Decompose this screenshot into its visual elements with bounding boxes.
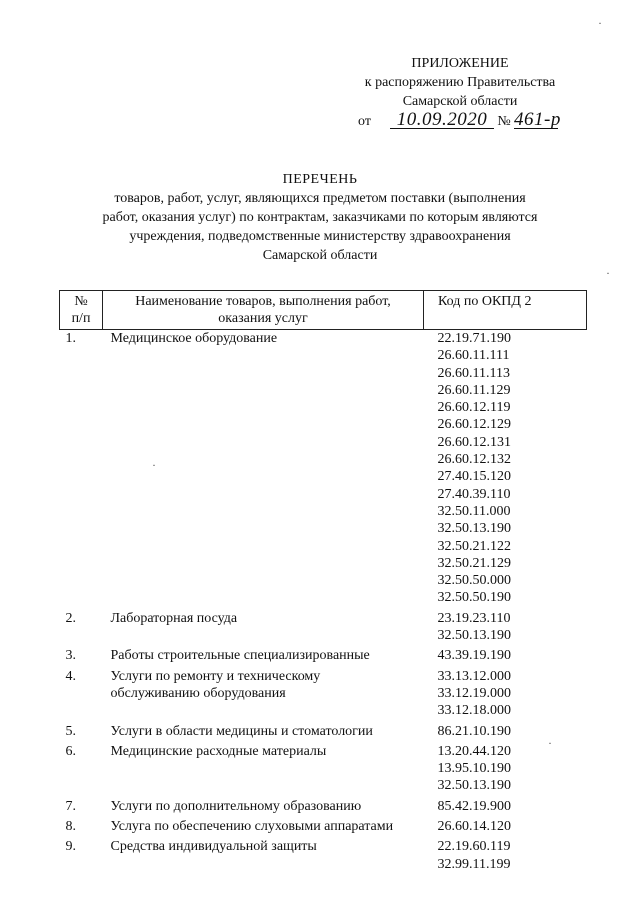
okpd-code: 32.50.50.190 (437, 590, 511, 606)
row-name (103, 815, 424, 835)
row-name-line: Медицинские расходные материалы (110, 743, 327, 759)
table-row (60, 665, 587, 720)
okpd-code: 32.99.11.199 (437, 856, 511, 872)
row-name (103, 795, 424, 815)
row-codes (424, 815, 587, 835)
row-number: 9. (65, 839, 76, 855)
appendix-line-2: Самарской области (402, 94, 518, 109)
row-name (103, 835, 424, 873)
okpd-code: 27.40.39.110 (437, 486, 511, 502)
table-row (60, 815, 587, 835)
okpd-code: 33.13.12.000 (437, 668, 511, 684)
list-subtitle-line-1: товаров, работ, услуг, являющихся предметом поставки (выполнения (114, 191, 526, 206)
scan-speck: · (598, 16, 602, 30)
row-name (103, 607, 424, 645)
column-header-name: Наименование товаров, выполнения работ, оказания услуг (103, 291, 424, 330)
table-header-row (60, 291, 587, 330)
table-row (60, 795, 587, 815)
row-name-line: обслуживанию оборудования (110, 685, 286, 701)
okpd-code: 32.50.21.122 (437, 538, 511, 554)
okpd-code: 33.12.19.000 (437, 685, 511, 701)
order-reference (358, 111, 598, 131)
list-heading (70, 170, 570, 265)
row-name (103, 665, 424, 720)
appendix-block (340, 54, 580, 130)
okpd-code: 32.50.13.190 (437, 628, 511, 644)
okpd-code: 26.60.11.129 (437, 382, 511, 398)
row-codes (424, 795, 587, 815)
list-title: ПЕРЕЧЕНЬ (282, 172, 358, 187)
okpd-code: 85.42.19.900 (437, 798, 511, 814)
goods-table (59, 290, 587, 873)
okpd-code: 26.60.11.111 (437, 348, 510, 364)
handwritten-number: 461-р (514, 109, 561, 130)
okpd-code: 32.50.13.190 (437, 778, 511, 794)
table-row (60, 607, 587, 645)
row-codes (424, 330, 587, 607)
okpd-code: 26.60.12.119 (437, 400, 511, 416)
okpd-code: 27.40.15.120 (437, 469, 511, 485)
row-name (103, 644, 424, 664)
okpd-code: 26.60.12.131 (437, 434, 511, 450)
okpd-code: 86.21.10.190 (437, 723, 511, 739)
row-number: 3. (65, 648, 76, 664)
row-name (103, 720, 424, 740)
okpd-code: 26.60.14.120 (437, 819, 511, 835)
row-number: 2. (65, 610, 76, 626)
column-header-code: Код по ОКПД 2 (424, 291, 587, 330)
okpd-code: 32.50.50.000 (437, 573, 511, 589)
row-codes (424, 644, 587, 664)
row-number: 4. (65, 668, 76, 684)
row-name-line: Работы строительные специализированные (110, 648, 370, 664)
row-number: 5. (65, 723, 76, 739)
table-row (60, 330, 587, 607)
okpd-code: 33.12.18.000 (437, 703, 511, 719)
list-subtitle-line-2: работ, оказания услуг) по контрактам, заказчиками по которым являются (102, 210, 538, 225)
okpd-code: 26.60.11.113 (437, 365, 510, 381)
okpd-code: 32.50.21.129 (437, 555, 511, 571)
column-header-number: № п/п (60, 291, 103, 330)
okpd-code: 32.50.13.190 (437, 521, 511, 537)
okpd-code: 26.60.12.129 (437, 417, 511, 433)
row-name-line: Услуги по ремонту и техническому (110, 668, 321, 684)
okpd-code: 43.39.19.190 (437, 648, 511, 664)
list-subtitle-line-3: учреждения, подведомственные министерству здравоохранения (129, 229, 511, 244)
row-number: 8. (65, 819, 76, 835)
appendix-title: ПРИЛОЖЕНИЕ (411, 56, 509, 71)
row-number: 6. (65, 743, 76, 759)
number-label: № (497, 114, 511, 129)
row-codes (424, 740, 587, 795)
from-label: от (358, 114, 371, 129)
row-codes (424, 607, 587, 645)
list-subtitle-line-4: Самарской области (262, 248, 378, 263)
row-codes (424, 720, 587, 740)
scan-speck: · (152, 458, 156, 472)
okpd-code: 22.19.60.119 (437, 839, 511, 855)
table-row (60, 720, 587, 740)
okpd-code: 23.19.23.110 (437, 610, 511, 626)
handwritten-date: 10.09.2020 (390, 111, 494, 129)
table-body (60, 330, 587, 873)
okpd-code: 13.95.10.190 (437, 761, 511, 777)
row-number: 7. (65, 798, 76, 814)
okpd-code: 32.50.11.000 (437, 503, 511, 519)
table-row (60, 835, 587, 873)
table-row (60, 740, 587, 795)
row-name-line: Средства индивидуальной защиты (110, 839, 317, 855)
row-name-line: Медицинское оборудование (110, 331, 278, 346)
table-row (60, 644, 587, 664)
scan-speck: · (606, 266, 610, 280)
row-number: 1. (65, 331, 76, 346)
row-name-line: Услуга по обеспечению слуховыми аппаратами (110, 819, 394, 835)
row-name (103, 330, 424, 607)
okpd-code: 13.20.44.120 (437, 743, 511, 759)
row-name-line: Лабораторная посуда (110, 610, 238, 626)
appendix-line-1: к распоряжению Правительства (364, 75, 556, 90)
row-name-line: Услуги в области медицины и стоматологии (110, 723, 373, 739)
okpd-code: 26.60.12.132 (437, 452, 511, 468)
okpd-code: 22.19.71.190 (437, 331, 511, 346)
row-codes (424, 665, 587, 720)
row-codes (424, 835, 587, 873)
scan-speck: · (548, 736, 552, 750)
row-name-line: Услуги по дополнительному образованию (110, 798, 362, 814)
row-name (103, 740, 424, 795)
